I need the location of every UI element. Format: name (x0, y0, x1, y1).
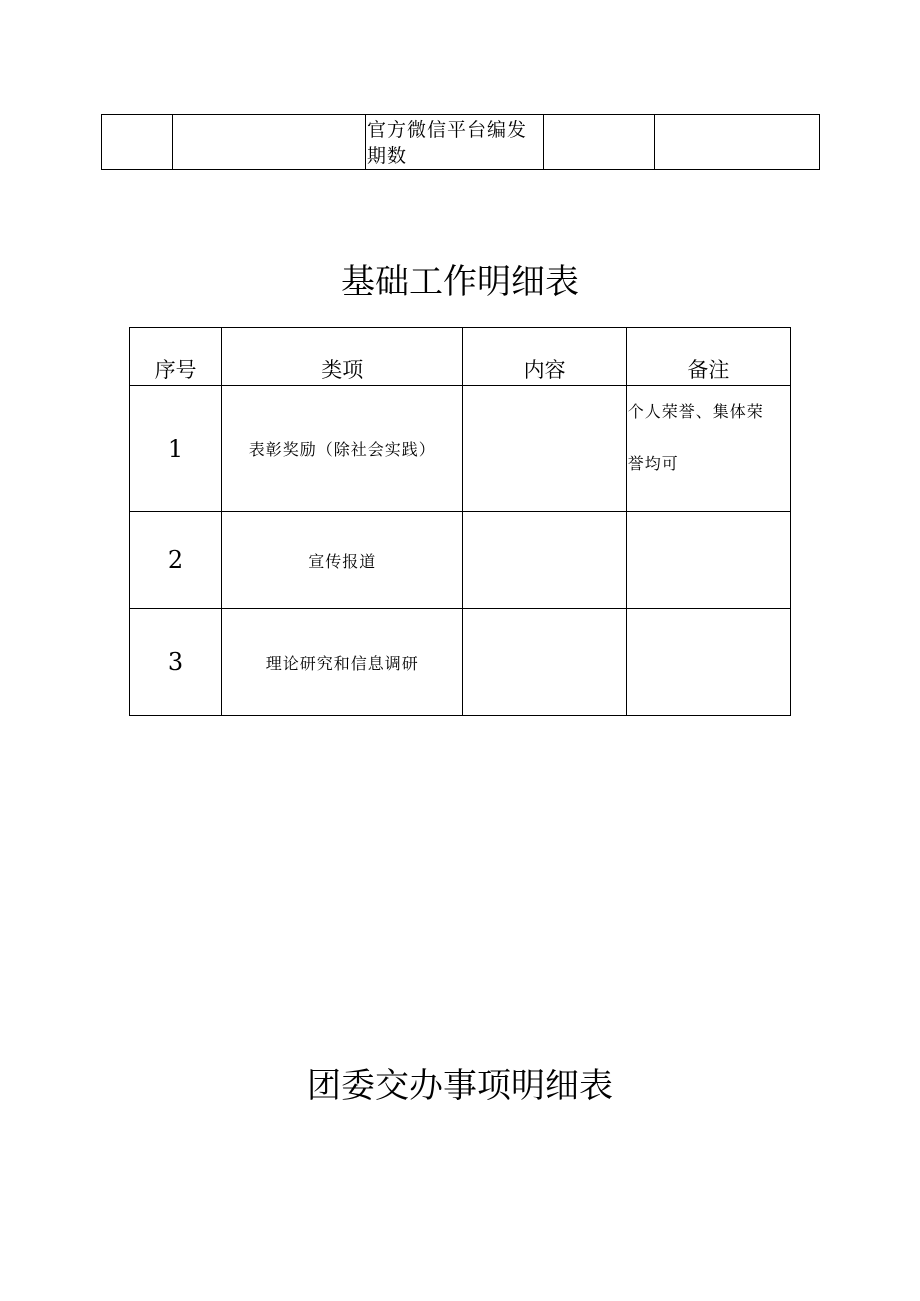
table-row (130, 609, 791, 716)
section-title: 基础工作明细表 (341, 262, 579, 302)
header-content: 内容 (463, 328, 626, 386)
header-note: 备注 (626, 328, 790, 386)
row-seq: 1 (130, 386, 222, 512)
header-seq: 序号 (130, 328, 222, 386)
row-seq: 3 (130, 609, 222, 716)
row-content (463, 386, 626, 512)
row-content (463, 609, 626, 716)
section-title: 团委交办事项明细表 (307, 1066, 613, 1106)
row-note (626, 609, 790, 716)
table-row (130, 386, 791, 512)
table-cell (544, 115, 655, 170)
table-cell (655, 115, 820, 170)
row-category: 理论研究和信息调研 (222, 609, 463, 716)
header-category: 类项 (222, 328, 463, 386)
table-row (102, 115, 820, 170)
continued-table-row (101, 114, 820, 170)
row-content (463, 512, 626, 609)
row-seq: 2 (130, 512, 222, 609)
wechat-issues-label: 官方微信平台编发期数 (367, 119, 528, 167)
row-note (626, 512, 790, 609)
table-row (130, 512, 791, 609)
row-category: 表彰奖励（除社会实践） (222, 386, 463, 512)
note-line: 誉均可 (627, 454, 679, 473)
note-line: 个人荣誉、集体荣 (627, 402, 764, 421)
row-note (626, 386, 790, 512)
row-category: 宣传报道 (222, 512, 463, 609)
basic-work-table (129, 327, 791, 716)
table-cell (366, 115, 544, 170)
table-cell (173, 115, 366, 170)
table-header-row (130, 328, 791, 386)
table-cell (102, 115, 173, 170)
